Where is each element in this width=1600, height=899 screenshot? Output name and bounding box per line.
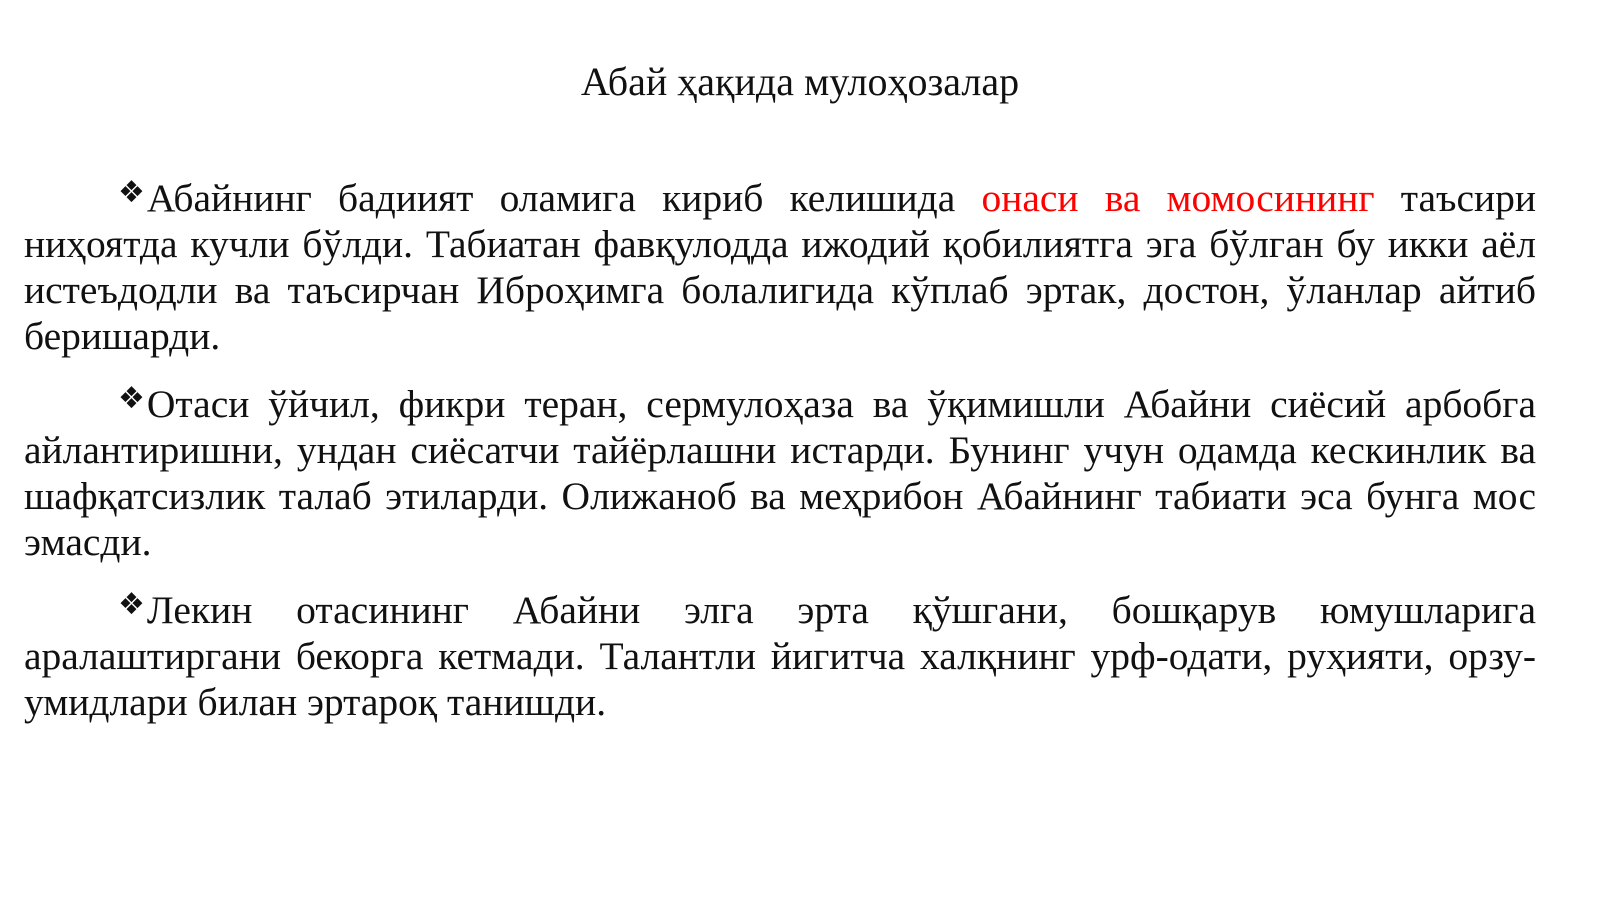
- slide-body: [24, 170, 1536, 742]
- bullet-icon: ❖: [118, 381, 145, 416]
- slide-title: Абай ҳақида мулоҳозалар: [580, 59, 1020, 104]
- paragraph-1-text-start: Абайнинг бадиият оламига кириб келишида: [146, 176, 982, 220]
- bullet-icon: ❖: [118, 587, 145, 622]
- paragraph-2-text: Отаси ўйчил, фикри теран, сермулоҳаза ва ўқимишли Абайни сиёсий арбобга айлантиришни, ундан сиёсатчи тайёрлашни истарди. Бунинг учун одамда кескинлик ва шафқатсизлик талаб этиларди. Олижаноб ва меҳрибон Абайнинг табиати эса бунга мос эмасди.: [24, 382, 1536, 564]
- bullet-icon: ❖: [118, 175, 145, 210]
- paragraph-1-highlight: онаси ва момосининг: [981, 176, 1375, 220]
- paragraph-3-text: Лекин отасининг Абайни элга эрта қўшгани, бошқарув юмушларига аралаштиргани бекорга кетмади. Талантли йигитча халқнинг урф-одати, руҳияти, орзу-умидлари билан эртароқ танишди.: [24, 588, 1536, 724]
- paragraph-1-text-end: таъсири ниҳоятда кучли бўлди. Табиатан фавқулодда ижодий қобилиятга эга бўлган бу икки аёл истеъдодли ва таъсирчан Иброҳимга болалигида кўплаб эртак, достон, ўланлар айтиб беришарди.: [24, 176, 1536, 358]
- paragraph-2: [24, 376, 1536, 565]
- paragraph-3: [24, 582, 1536, 725]
- paragraph-1: [24, 170, 1536, 359]
